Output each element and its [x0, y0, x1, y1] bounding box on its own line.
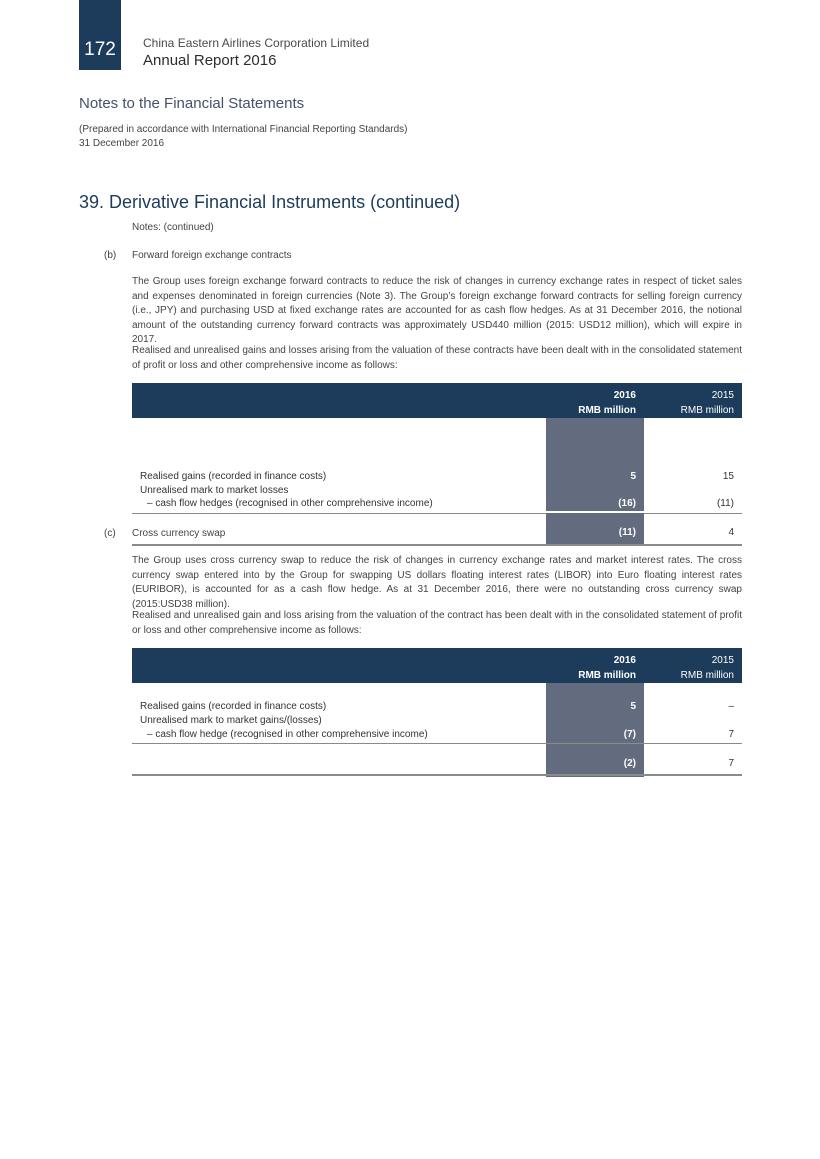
col-2015-header: 2015 RMB million [680, 655, 734, 681]
cross-currency-swap-table [132, 648, 742, 778]
section-c-letter: (c) [104, 528, 116, 539]
table-row: – cash flow hedges (recognised in other comprehensive income) (16) (11) [147, 498, 734, 509]
table-row: Unrealised mark to market gains/(losses) [140, 715, 322, 726]
col-2016-header: 2016 RMB million [578, 655, 636, 681]
table-header [132, 648, 742, 683]
section-b-letter: (b) [104, 250, 117, 261]
table-row: – cash flow hedge (recognised in other comprehensive income) (7) 7 [147, 729, 734, 740]
prepared-note: (Prepared in accordance with International Financial Reporting Standards) [79, 124, 408, 135]
forward-contracts-table [132, 383, 742, 546]
section-b-paragraph-1: The Group uses foreign exchange forward contracts to reduce the risk of changes in currency exchange rates in respect of ticket sales and expenses denominated in foreign currencies (Note 3). The Group’s foreign exchange forward contracts for selling foreign currency (i.e., JPY) and purchasing USD at fixed exchange rates are accounted for as cash flow hedges. As at 31 December 2016, the notional amount of the outstanding currency forward contracts was approximately USD440 million (2015: USD12 million), which will expire in 2017. [132, 276, 742, 345]
table-body [132, 683, 742, 778]
table-row: Realised gains (recorded in finance costs) 5 – [140, 701, 734, 712]
section-c-paragraph-2: Realised and unrealised gain and loss arising from the valuation of the contract has been dealt with in the consolidated statement of profit or loss and other comprehensive income as follows: [132, 610, 742, 636]
report-title: Annual Report 2016 [143, 52, 277, 69]
total-rule [132, 544, 742, 546]
total-row: (11) 4 [618, 527, 734, 538]
section-b-title: Forward foreign exchange contracts [132, 250, 292, 261]
total-row: (2) 7 [623, 758, 734, 769]
table-header [132, 383, 742, 418]
notes-title: Notes to the Financial Statements [79, 95, 305, 112]
table-body [132, 418, 742, 513]
page-number-tab [79, 0, 121, 70]
col-2015-header: 2015 RMB million [680, 390, 734, 416]
statement-date: 31 December 2016 [79, 138, 165, 149]
section-b-paragraph-2: Realised and unrealised gains and losses arising from the valuation of these contracts have been dealt with in the consolidated statement of profit or loss and other comprehensive income as follows: [132, 345, 742, 371]
col-2016-header: 2016 RMB million [578, 390, 636, 416]
section-c-title: Cross currency swap [132, 528, 226, 539]
subtotal-rule [132, 743, 742, 744]
section-title: 39. Derivative Financial Instruments (continued) [79, 192, 461, 212]
page-number: 172 [84, 39, 116, 60]
company-name: China Eastern Airlines Corporation Limited [143, 36, 370, 50]
total-rule [132, 774, 742, 776]
section-c-paragraph-1: The Group uses cross currency swap to reduce the risk of changes in currency exchange rates and market interest rates. The cross currency swap entered into by the Group for swapping US dollars floating interest rates (LIBOR) into Euro floating interest rates (EURIBOR), is accounted for as a cash flow hedge. As at 31 December 2016, there were no outstanding cross currency swap (2015:USD38 million). [132, 555, 742, 610]
table-row: Realised gains (recorded in finance costs) 5 15 [140, 471, 734, 482]
table-row: Unrealised mark to market losses [140, 485, 289, 496]
notes-continued: Notes: (continued) [132, 222, 214, 233]
